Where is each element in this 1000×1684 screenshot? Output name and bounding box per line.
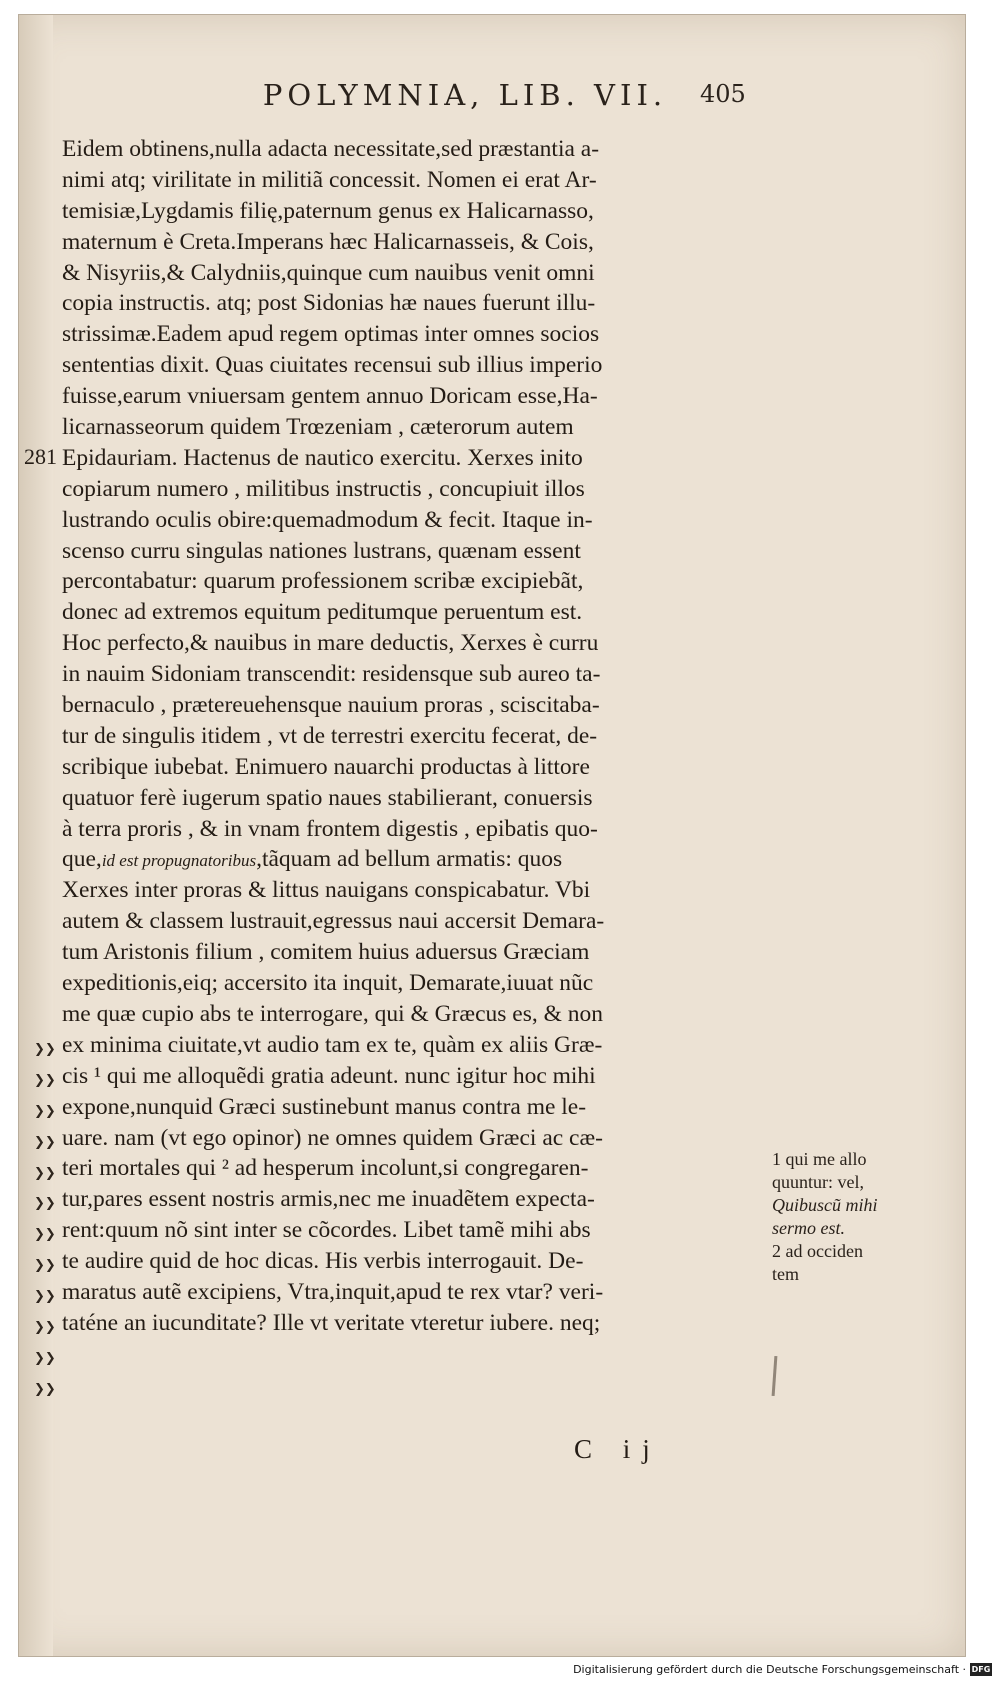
quote-mark-icon: ❯❯ [34,1196,56,1212]
text-line: fuisse,earum vniuersam gentem annuo Doricam esse,Ha- [62,383,598,410]
quote-mark-icon: ❯❯ [34,1289,56,1305]
text-line: licarnasseorum quidem Trœzeniam , cæterorum autem [62,414,574,441]
page-number: 405 [700,80,746,108]
text-line-rest: ,tãquam ad bellum armatis: quos [256,846,563,873]
quote-mark-icon: ❯❯ [34,1042,56,1057]
quote-mark-icon: ❯❯ [34,1072,56,1088]
text-line: scenso curru singulas nationes lustrans, quænam essent [62,537,581,564]
text-line: teri mortales qui ² ad hesperum incolunt,si congregaren- [62,1155,589,1182]
text-line: Hoc perfecto,& nauibus in mare deductis, Xerxes è curru [62,630,599,657]
text-line: bernaculo , prætereuehensque nauium proras , sciscitaba- [62,692,600,719]
page-gutter [19,15,53,1656]
text-line: tur de singulis itidem , vt de terrestri exercitu fecerat, de- [62,722,598,749]
text-line: maratus autẽ excipiens, Vtra,inquit,apud te rex vtar? veri- [62,1278,604,1305]
digitization-credit: Digitalisierung gefördert durch die Deutsche Forschungsgemeinschaft · [573,1663,966,1676]
quote-mark-icon: ❯❯ [34,1165,56,1181]
text-line: donec ad extremos equitum peditumque peruentum est. [62,599,583,626]
text-line: tur,pares essent nostris armis,nec me inuadẽtem expecta- [62,1186,595,1213]
text-line: taténe an iucunditate? Ille vt veritate vteretur iubere. neq; [62,1309,601,1336]
quotation-marks-column [34,1035,60,1406]
text-line: scribique iubebat. Enimuero nauarchi productas à littore [62,753,590,780]
side-note-line: sermo est. [772,1218,845,1238]
text-line: copiarum numero , militibus instructis , concupiuit illos [62,475,585,502]
text-line: lustrando oculis obire:quemadmodum & fecit. Itaque in- [62,506,593,533]
text-line: cis ¹ qui me alloquẽdi gratia adeunt. nunc igitur hoc mihi [62,1062,596,1089]
text-line: in nauim Sidoniam transcendit: residensque sub aureo ta- [62,661,601,688]
side-note-line: 1 qui me allo [772,1149,867,1169]
text-line: autem & classem lustrauit,egressus naui accersit Demara- [62,908,605,935]
text-line: temisiæ,Lygdamis filię,paternum genus ex Halicarnasso, [62,197,594,224]
text-line: maternum è Creta.Imperans hæc Halicarnasseis, & Cois, [62,228,594,255]
text-line-start: que, [62,846,102,873]
side-note-line: Quibuscũ mihi [772,1195,878,1215]
text-line: uare. nam (vt ego opinor) ne omnes quidem Græci ac cæ- [62,1124,603,1151]
text-line: strissimæ.Eadem apud regem optimas inter omnes socios [62,321,600,348]
text-line: & Nisyriis,& Calydniis,quinque cum nauibus venit omni [62,259,595,286]
quote-mark-icon: ❯❯ [34,1320,56,1336]
text-line: tum Aristonis filium , comitem huius aduersus Græciam [62,939,590,966]
quote-mark-icon: ❯❯ [34,1134,56,1150]
quote-mark-icon: ❯❯ [34,1350,56,1366]
signature-mark: C ij [574,1434,662,1464]
quote-mark-icon: ❯❯ [34,1258,56,1274]
text-line: quatuor ferè iugerum spatio naues stabilierant, conuersis [62,784,593,811]
text-line: sententias dixit. Quas ciuitates recensui sub illius imperio [62,352,603,379]
text-line [62,844,762,875]
side-note-line: tem [772,1264,799,1284]
margin-line-number: 281 [24,444,57,469]
quote-mark-icon: ❯❯ [34,1381,56,1397]
text-line: rent:quum nõ sint inter se cõcordes. Libet tamẽ mihi abs [62,1217,591,1244]
text-line: ex minima ciuitate,vt audio tam ex te, quàm ex aliis Græ- [62,1031,603,1058]
text-line: percontabatur: quarum professionem scribæ excipiebãt, [62,568,584,595]
text-line: copia instructis. atq; post Sidonias hæ naues fuerunt illu- [62,290,596,317]
side-note-line: quuntur: vel, [772,1172,864,1192]
text-line: à terra proris , & in vnam frontem digestis , epibatis quo- [62,815,598,842]
text-line: Xerxes inter proras & littus nauigans conspicabatur. Vbi [62,877,591,904]
side-note-line: 2 ad occiden [772,1241,863,1261]
text-line: Eidem obtinens,nulla adacta necessitate,sed præstantia a- [62,136,600,162]
body-text [62,134,762,1339]
quote-mark-icon: ❯❯ [34,1103,56,1119]
quote-mark-icon: ❯❯ [34,1227,56,1243]
dfg-logo: DFG [971,1665,991,1674]
running-head: POLYMNIA, LIB. VII. [262,78,668,112]
inline-gloss: id est propugnatoribus [101,851,257,871]
text-line: expeditionis,eiq; accersito ita inquit, Demarate,iuuat nũc [62,970,594,997]
text-line: te audire quid de hoc dicas. His verbis interrogauit. De- [62,1248,584,1275]
text-line: expone,nunquid Græci sustinebunt manus contra me le- [62,1093,587,1120]
text-line: me quæ cupio abs te interrogare, qui & Græcus es, & non [62,1000,604,1027]
side-notes [772,1148,922,1286]
text-line: nimi atq; virilitate in militiã concessit. Nomen ei erat Ar- [62,166,597,193]
text-line: Epidauriam. Hactenus de nautico exercitu. Xerxes inito [62,444,583,471]
